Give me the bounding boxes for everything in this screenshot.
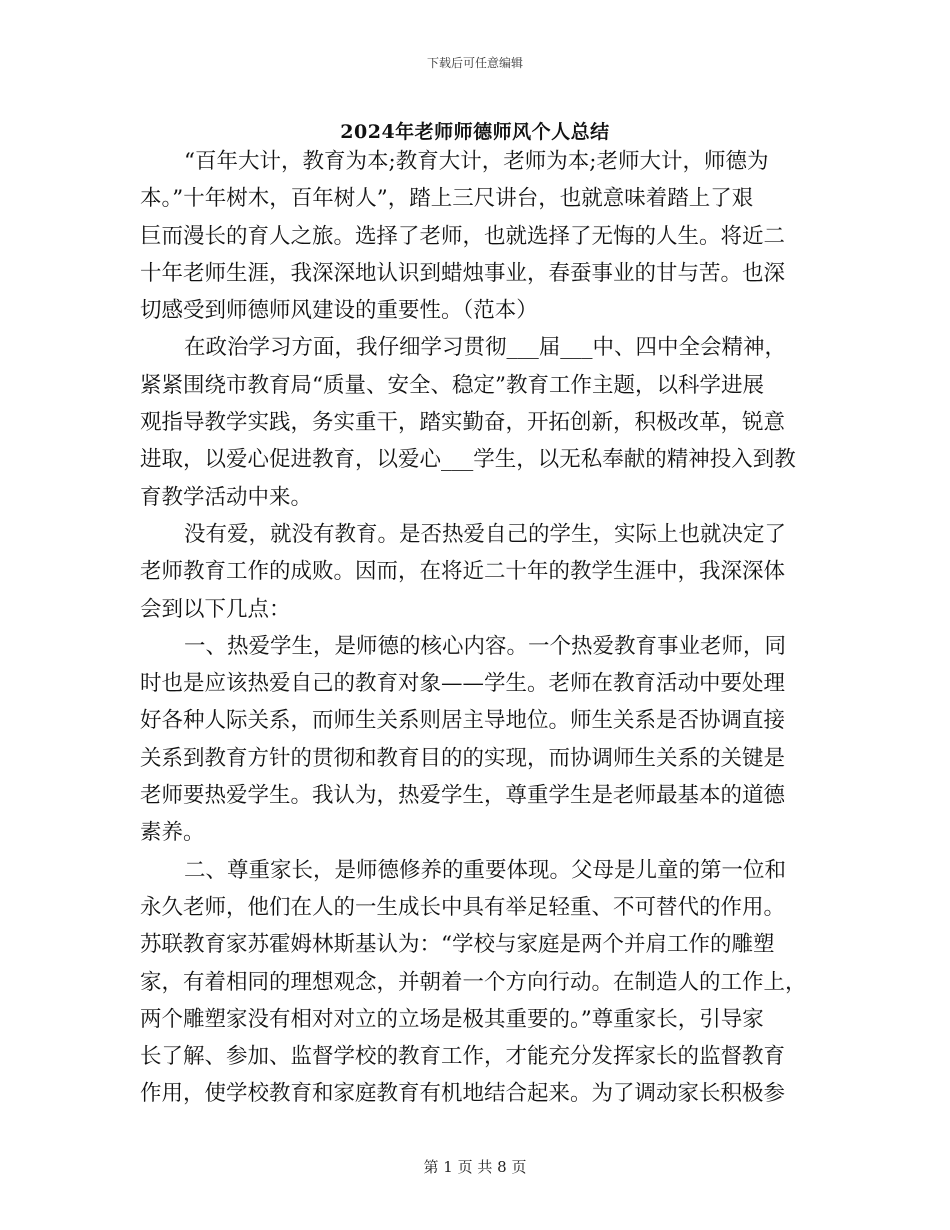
body-line: 观指导教学实践，务实重干，踏实勤奋，开拓创新，积极改革，锐意 — [140, 410, 786, 436]
body-line: 十年老师生涯，我深深地认识到蜡烛事业，春蚕事业的甘与苦。也深 — [140, 260, 786, 286]
body-line: “百年大计，教育为本;教育大计，老师为本;老师大计，师德为 — [184, 149, 769, 174]
body-line: 没有爱，就没有教育。是否热爱自己的学生，实际上也就决定了 — [184, 521, 787, 547]
document-title: 2024年老师师德师风个人总结 — [340, 121, 610, 143]
body-line: 两个雕塑家没有相对对立的立场是极其重要的。”尊重家长，引导家 — [140, 1006, 764, 1032]
body-line: 一、热爱学生，是师德的核心内容。一个热爱教育事业老师，同 — [184, 633, 787, 659]
body-line: 时也是应该热爱自己的教育对象——学生。老师在教育活动中要处理 — [140, 671, 786, 697]
body-line: 长了解、参加、监督学校的教育工作，才能充分发挥家长的监督教育 — [140, 1044, 786, 1070]
body-line: 在政治学习方面，我仔细学习贯彻___届___中、四中全会精神， — [184, 335, 787, 361]
body-line: 家，有着相同的理想观念，并朝着一个方向行动。在制造人的工作上， — [140, 969, 807, 995]
body-line: 本。”十年树木，百年树人”，踏上三尺讲台，也就意味着踏上了艰 — [140, 186, 754, 212]
body-line: 紧紧围绕市教育局“质量、安全、稳定”教育工作主题，以科学进展 — [140, 372, 764, 398]
body-line: 素养。 — [140, 820, 205, 846]
body-line: 苏联教育家苏霍姆林斯基认为：“学校与家庭是两个并肩工作的雕塑 — [140, 932, 775, 958]
body-line: 会到以下几点： — [140, 596, 291, 622]
body-line: 永久老师，他们在人的一生成长中具有举足轻重、不可替代的作用。 — [140, 894, 786, 920]
body-line: 关系到教育方针的贯彻和教育目的的实现，而协调师生关系的关键是 — [140, 745, 786, 771]
page-footer: 第 1 页 共 8 页 — [423, 1158, 527, 1176]
document-body — [140, 143, 820, 1113]
body-line: 二、尊重家长，是师德修养的重要体现。父母是儿童的第一位和 — [184, 857, 787, 883]
body-line: 老师要热爱学生。我认为，热爱学生，尊重学生是老师最基本的道德 — [140, 783, 786, 809]
body-line: 作用，使学校教育和家庭教育有机地结合起来。为了调动家长积极参 — [140, 1081, 786, 1107]
body-line: 老师教育工作的成败。因而，在将近二十年的教学生涯中，我深深体 — [140, 559, 786, 585]
body-line: 巨而漫长的育人之旅。选择了老师，也就选择了无悔的人生。将近二 — [140, 223, 786, 249]
body-line: 切感受到师德师风建设的重要性。（范本） — [140, 298, 538, 324]
header-note: 下载后可任意编辑 — [426, 56, 523, 70]
body-line: 进取，以爱心促进教育，以爱心___学生，以无私奉献的精神投入到教 — [140, 447, 796, 473]
body-line: 育教学活动中来。 — [140, 484, 313, 510]
body-line: 好各种人际关系，而师生关系则居主导地位。师生关系是否协调直接 — [140, 708, 786, 734]
